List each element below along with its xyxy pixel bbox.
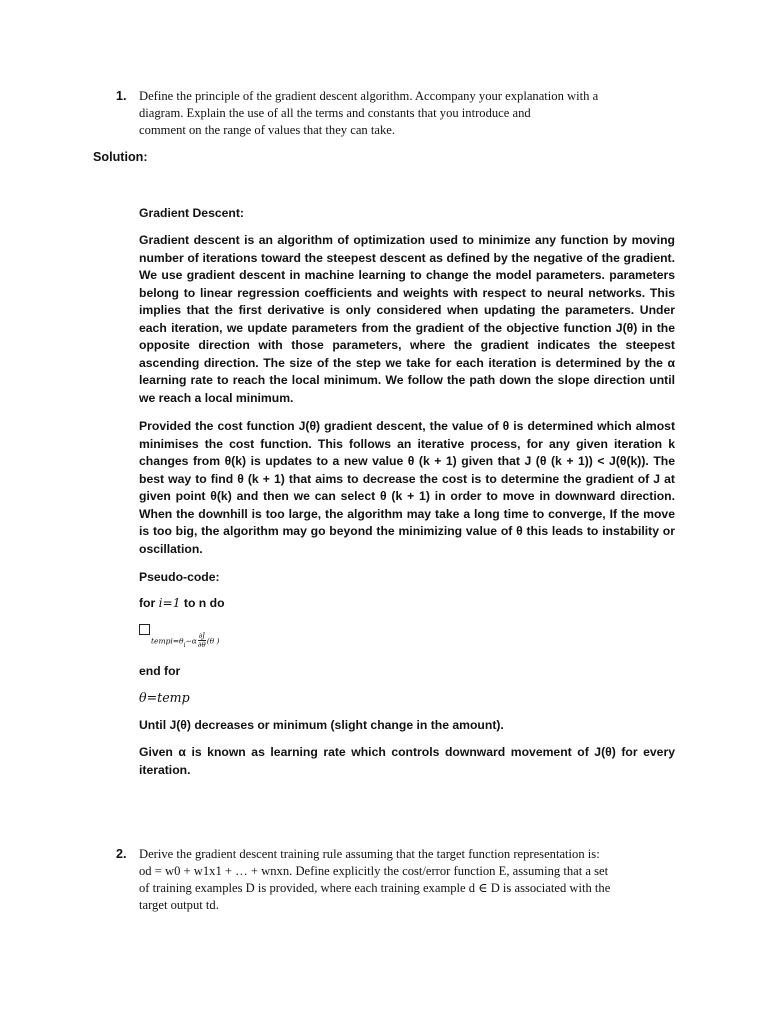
pseudo-code-heading-block (139, 569, 675, 587)
fraction-numerator: ∂J (198, 632, 205, 640)
paragraph-2: Provided the cost function J(θ) gradient descent, the value of θ is determined which almost minimises the cost function. This follows an iterative process, for any given iteration k changes from θ(k) is updates to a new value θ (k + 1) given that J (θ (k + 1)) < J(θ(k)). The best way to find θ (k + 1) that aims to decrease the cost is to determine the gradient of J at given point θ(k) and then we can select θ (k + 1) in order to move in downward direction. When the downhill is too large, the algorithm may take a long time to converge, If the move is too big, the algorithm may go beyond the minimizing value of θ this leads to instability or oscillation. (139, 419, 675, 556)
for-suffix: to n do (180, 596, 225, 610)
question-1-text (139, 88, 676, 139)
update-subscript: i (183, 642, 186, 650)
question-1-line: diagram. Explain the use of all the terms and constants that you introduce and (139, 106, 531, 120)
given-block (139, 744, 675, 779)
update-tail: (θ ) (206, 636, 220, 646)
question-2-line: target output td. (139, 898, 219, 912)
partial-fraction (198, 632, 206, 649)
question-1 (116, 88, 676, 140)
for-line (139, 595, 675, 613)
until-block (139, 717, 675, 735)
paragraph-1: Gradient descent is an algorithm of optimization used to minimize any function by moving number of iterations toward the steepest descent as defined by the negative of the gradient. We use gradient descent in machine learning to change the model parameters. parameters belong to linear regression coefficients and weights with respect to neural networks. This implies that the first derivative is only considered when updating the parameters. Under each iteration, we update parameters from the gradient of the objective function J(θ) in the opposite direction with those parameters, where the gradient indicates the steepest ascending direction. The size of the step we take for each iteration is determined by the α learning rate to reach the local minimum. We follow the path down the slope direction until we reach a local minimum. (139, 233, 675, 405)
answer-paragraph-2-block (139, 418, 675, 558)
for-prefix: for (139, 596, 159, 610)
question-2 (116, 846, 676, 916)
question-2-line: Derive the gradient descent training rule assuming that the target function representation is: (139, 847, 600, 861)
fraction-denominator: ∂θ (197, 641, 206, 649)
question-1-line: Define the principle of the gradient descent algorithm. Accompany your explanation with a (139, 89, 599, 103)
missing-glyph-box-icon (139, 624, 150, 635)
until-line: Until J(θ) decreases or minimum (slight change in the amount). (139, 718, 504, 732)
for-math: i=1 (158, 596, 181, 610)
for-line-block (139, 595, 675, 613)
question-1-number: 1. (116, 89, 127, 103)
end-for: end for (139, 664, 181, 678)
answer-paragraph-1-block (139, 232, 675, 407)
end-for-block (139, 663, 675, 681)
section-heading: Gradient Descent: (139, 206, 244, 220)
question-2-number: 2. (116, 847, 127, 861)
question-2-text (139, 846, 676, 914)
answer-body (139, 205, 675, 223)
assign-statement: θ=temp (139, 690, 190, 705)
question-2-line: of training examples D is provided, where each training example d ∈ D is associated with the (139, 881, 611, 895)
question-1-line: comment on the range of values that they can take. (139, 123, 395, 137)
assign-block (139, 689, 675, 707)
pseudo-code-heading: Pseudo-code: (139, 570, 220, 584)
solution-label: Solution: (93, 150, 148, 164)
update-formula (151, 632, 219, 652)
update-lhs: tempi=θ (151, 636, 184, 646)
question-2-line: od = w0 + w1x1 + … + wnxn. Define explicitly the cost/error function E, assuming that a set (139, 864, 609, 878)
given-line: Given α is known as learning rate which controls downward movement of J(θ) for every iteration. (139, 745, 675, 777)
update-minus-alpha: −α (185, 636, 197, 646)
